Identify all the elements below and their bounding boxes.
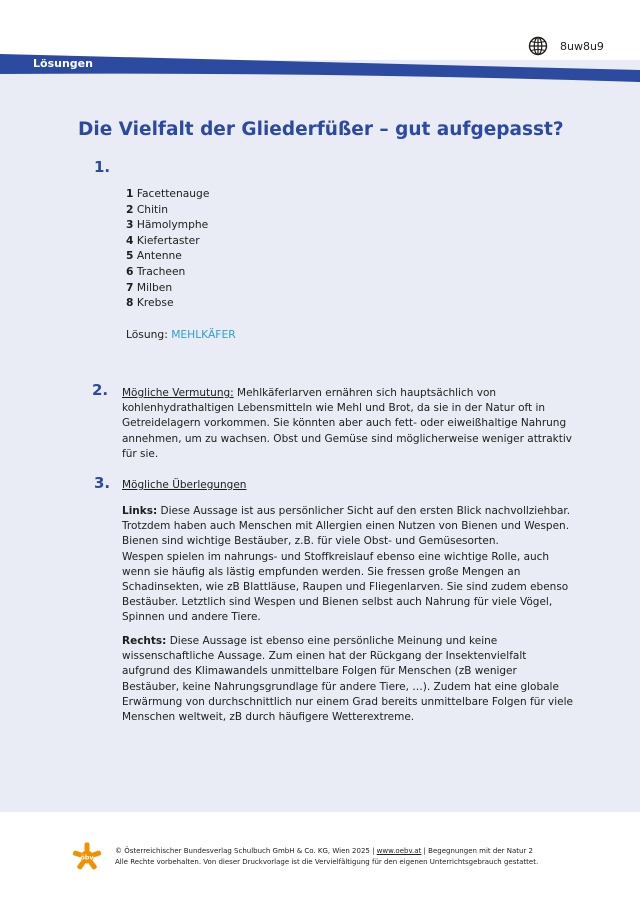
solution-label: Lösung: bbox=[126, 328, 172, 341]
page-title: Die Vielfalt der Gliederfüßer – gut aufgepasst? bbox=[78, 119, 564, 140]
footer-line-2: Alle Rechte vorbehalten. Von dieser Druckvorlage ist die Vervielfältigung für den eigenen Unterrichtsgebrauch gestattet. bbox=[115, 857, 539, 866]
section-label: Lösungen bbox=[33, 57, 93, 70]
footer-line-1: © Österreichischer Bundesverlag Schulbuch GmbH & Co. KG, Wien 2025 | www.oebv.at | Begegnungen mit der Natur 2 bbox=[115, 847, 534, 855]
footer-copyright bbox=[115, 846, 538, 867]
list-item: 4 Kiefertaster bbox=[126, 233, 200, 247]
online-code[interactable] bbox=[528, 36, 604, 56]
task-number-3: 3. bbox=[94, 474, 111, 492]
code-text: 8uw8u9 bbox=[560, 39, 604, 53]
right-label: Rechts: bbox=[122, 635, 167, 647]
list-item: 2 Chitin bbox=[126, 202, 168, 216]
left-label: Links: bbox=[122, 505, 158, 517]
list-item: 5 Antenne bbox=[126, 249, 182, 263]
task-number-1: 1. bbox=[94, 158, 111, 176]
list-item: 1 Facettenauge bbox=[126, 187, 210, 200]
task3-left-paragraph bbox=[122, 504, 574, 626]
answer-list bbox=[126, 186, 209, 311]
right-text: Diese Aussage ist ebenso eine persönliche Meinung und keine wissenschaftliche Aussage. Zum einen hat der Rückgang der Insektenvielfalt aufgrund des Klimawandels unmittelbare Folgen für Menschen (zB weniger Bestäuber, keine Nahrungsgrundlage für andere Tiere, …). Zudem hat eine globale Erwärmung von durchschnittlich nur einem Grad bereits unmittelbare Folgen für viele Menschen weltweit, zB durch häufigere Wetterextreme. bbox=[122, 635, 573, 724]
solution-value: MEHLKÄFER bbox=[171, 328, 236, 341]
list-item: 6 Tracheen bbox=[126, 264, 186, 278]
task2-heading: Mögliche Vermutung: bbox=[122, 387, 234, 399]
header-band bbox=[0, 52, 640, 92]
task-number-2: 2. bbox=[92, 381, 109, 399]
list-item: 3 Hämolymphe bbox=[126, 218, 209, 232]
left-text: Diese Aussage ist aus persönlicher Sicht auf den ersten Blick nachvollziehbar. Trotzdem haben auch Menschen mit Allergien einen Nutzen von Bienen und Wespen. Bienen sind wichtige Bestäuber, z.B. für viele Obst- und Gemüsesorten. bbox=[122, 505, 571, 548]
list-item: 7 Milben bbox=[126, 280, 173, 294]
task2-paragraph bbox=[122, 386, 574, 462]
svg-text:öbv: öbv bbox=[80, 853, 94, 862]
footer-link[interactable]: www.oebv.at bbox=[376, 847, 422, 855]
solution-line bbox=[126, 328, 236, 341]
task2-text: Mehlkäferlarven ernähren sich hauptsächlich von kohlenhydrathaltigen Lebensmitteln wie Mehl und Brot, da sie in der Natur oft in Getreidelagern vorkommen. Sie könnten aber auch fett- oder eiweißhaltige Nahrung annehmen, um zu wachsen. Obst und Gemüse sind möglicherweise weniger attraktiv für sie. bbox=[122, 387, 573, 460]
task3-right-paragraph bbox=[122, 634, 574, 725]
globe-icon bbox=[528, 36, 548, 56]
task3-heading: Mögliche Überlegungen bbox=[122, 479, 247, 491]
list-item: 8 Krebse bbox=[126, 296, 174, 310]
oebv-logo-icon bbox=[72, 842, 102, 872]
left-text-continued: Wespen spielen im nahrungs- und Stoffkreislauf ebenso eine wichtige Rolle, auch wenn sie häufig als lästig empfunden werden. Sie fressen große Mengen an Schadinsekten, wie zB Blattläuse, Raupen und Fliegenlarven. Sie sind zudem ebenso Bestäuber. Letztlich sind Wespen und Bienen selbst auch Nahrung für viele Vögel, Spinnen und andere Tiere. bbox=[122, 550, 569, 624]
